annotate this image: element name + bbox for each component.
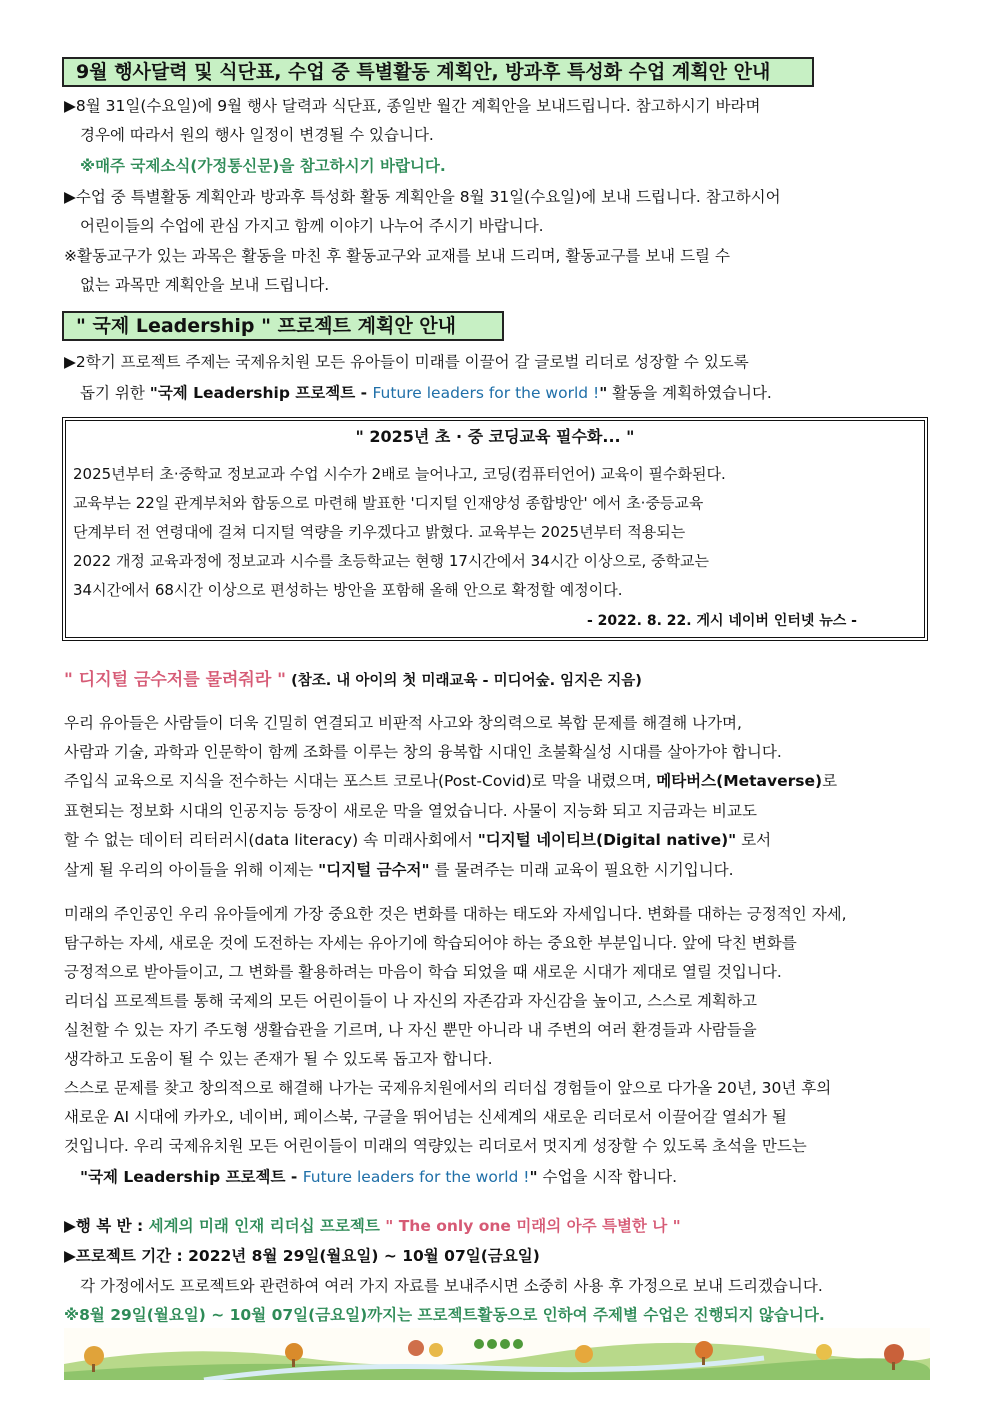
text-line: 우리 유아들은 사람들이 더욱 긴밀히 연결되고 비판적 사고와 창의력으로 복합 문제를 해결해 나가며, [64, 714, 742, 732]
text-line [80, 1163, 932, 1192]
news-line: 2025년부터 초·중학교 정보교과 수업 시수가 2배로 늘어나고, 코딩(컴퓨터언어) 교육이 필수화된다. [73, 465, 726, 483]
trunk [92, 1364, 95, 1372]
text-span: 메타버스(Metaverse) [656, 772, 823, 790]
news-line: 2022 개정 교육과정에 정보교과 시수를 초등학교는 현행 17시간에서 34시간 이상으로, 중학교는 [73, 552, 709, 570]
project-title: 세계의 미래 인재 리더십 프로젝트 [148, 1217, 380, 1235]
text-span: 수업을 시작 합니다. [537, 1168, 678, 1186]
project-period: ▶프로젝트 기간 : 2022년 8월 29일(월요일) ~ 10월 07일(금요일) [64, 1247, 540, 1265]
text-span: "디지털 네이티브(Digital native)" [477, 831, 737, 849]
text-line: 것입니다. 우리 국제유치원 모든 어린이들이 미래의 역량있는 리더로서 멋지게 성장할 수 있도록 초석을 만드는 [64, 1137, 807, 1155]
text-line: 긍정적으로 받아들이고, 그 변화를 활용하려는 마음이 학습 되었을 때 새로운 시대가 제대로 열릴 것입니다. [64, 963, 782, 981]
text-span: 할 수 없는 데이터 리터러시(data literacy) 속 미래사회에서 [64, 831, 478, 849]
essay-title: " 디지털 금수저를 물려줘라 " [64, 670, 287, 690]
text-span: 돕기 위한 [80, 384, 150, 402]
text-span: 로서 [736, 831, 772, 849]
text-line: 사람과 기술, 과학과 인문학이 함께 조화를 이루는 창의 융복합 시대인 초불확실성 시대를 살아가야 합니다. [64, 743, 782, 761]
text-line: ▶수업 중 특별활동 계획안과 방과후 특성화 활동 계획안을 8월 31일(수요일)에 보내 드립니다. 참고하시어 [64, 188, 781, 206]
text-line [64, 826, 932, 855]
text-line: 표현되는 정보화 시대의 인공지능 등장이 새로운 막을 열었습니다. 사물이 지능화 되고 지금과는 비교도 [64, 802, 757, 820]
essay-reference: (참조. 내 아이의 첫 미래교육 - 미디어숲. 임지은 지음) [286, 673, 642, 689]
text-line [80, 379, 932, 408]
text-line: 없는 과목만 계획안을 보내 드립니다. [80, 276, 330, 294]
news-line: 교육부는 22일 관계부처와 합동으로 마련해 발표한 '디지털 인재양성 종합방안' 에서 초·중등교육 [73, 494, 704, 512]
project-slogan: Future leaders for the world ! [372, 384, 600, 402]
news-line: 34시간에서 68시간 이상으로 편성하는 방안을 포함해 올해 안으로 확정할 예정이다. [73, 581, 623, 599]
project-slogan: Future leaders for the world ! [302, 1168, 530, 1186]
text-line: 스스로 문제를 찾고 창의적으로 해결해 나가는 국제유치원에서의 리더십 경험들이 앞으로 다가올 20년, 30년 후의 [64, 1079, 832, 1097]
tree-icon [487, 1339, 497, 1349]
text-line [64, 856, 932, 885]
essay-title-line [64, 666, 932, 696]
text-line: 리더십 프로젝트를 통해 국제의 모든 어린이들이 나 자신의 자존감과 자신감을 높이고, 스스로 계획하고 [64, 992, 757, 1010]
text-line: ▶2학기 프로젝트 주제는 국제유치원 모든 유아들이 미래를 이끌어 갈 글로벌 리더로 성장할 수 있도록 [64, 353, 749, 371]
news-source: - 2022. 8. 22. 게시 네이버 인터넷 뉴스 - [587, 613, 857, 629]
section-header-monthly-plans: 9월 행사달력 및 식단표, 수업 중 특별활동 계획안, 방과후 특성화 수업 계획안 안내 [62, 57, 814, 87]
notice-materials: ※활동교구가 있는 과목은 활동을 마친 후 활동교구와 교재를 보내 드리며, 활동교구를 보내 드릴 수 [64, 247, 730, 265]
tree-icon [816, 1344, 832, 1360]
text-line: 생각하고 도움이 될 수 있는 존재가 될 수 있도록 돕고자 합니다. [64, 1050, 493, 1068]
news-quote-box [62, 417, 928, 641]
tree-icon [884, 1344, 904, 1364]
tree-icon [285, 1343, 303, 1361]
text-span: 활동을 계획하였습니다. [607, 384, 772, 402]
trunk [292, 1359, 295, 1367]
text-span: " [599, 384, 608, 402]
text-line: 미래의 주인공인 우리 유아들에게 가장 중요한 것은 변화를 대하는 태도와 자세입니다. 변화를 대하는 긍정적인 자세, [64, 905, 847, 923]
text-line: 경우에 따라서 원의 행사 일정이 변경될 수 있습니다. [80, 126, 434, 144]
text-span: 로 [822, 772, 838, 790]
text-span: "디지털 금수저" [318, 861, 430, 879]
autumn-landscape-illustration [64, 1328, 930, 1380]
trunk [892, 1362, 895, 1370]
notice-no-theme-class: ※8월 29일(월요일) ~ 10월 07일(금요일)까지는 프로젝트활동으로 인하여 주제별 수업은 진행되지 않습니다. [64, 1306, 825, 1324]
tree-icon [474, 1339, 484, 1349]
text-line [64, 767, 932, 796]
class-label: ▶행 복 반 : [64, 1217, 149, 1235]
text-span: " [529, 1168, 538, 1186]
text-span: 주입식 교육으로 지식을 전수하는 시대는 포스트 코로나(Post-Covid)로 막을 내렸으며, [64, 772, 657, 790]
tree-icon [429, 1343, 443, 1357]
project-name: "국제 Leadership 프로젝트 - [80, 1168, 303, 1186]
text-line: 각 가정에서도 프로젝트와 관련하여 여러 가지 자료를 보내주시면 소중히 사용 후 가정으로 보내 드리겠습니다. [80, 1277, 823, 1295]
tree-icon [500, 1339, 510, 1349]
tree-icon [695, 1341, 713, 1359]
text-span: 를 물려주는 미래 교육이 필요한 시기입니다. [429, 861, 734, 879]
text-line: 어린이들의 수업에 관심 가지고 함께 이야기 나누어 주시기 바랍니다. [80, 217, 544, 235]
tree-icon [84, 1346, 104, 1366]
tree-icon [513, 1339, 523, 1349]
tree-icon [575, 1345, 593, 1363]
tree-icon [408, 1340, 424, 1356]
text-line: 새로운 AI 시대에 카카오, 네이버, 페이스북, 구글을 뛰어넘는 신세계의 새로운 리더로서 이끌어갈 열쇠가 될 [64, 1108, 787, 1126]
trunk [702, 1357, 705, 1365]
text-line: ▶8월 31일(수요일)에 9월 행사 달력과 식단표, 종일반 월간 계획안을 보내드립니다. 참고하시기 바라며 [64, 97, 761, 115]
news-line: 단계부터 전 연령대에 걸쳐 디지털 역량을 키우겠다고 밝혔다. 교육부는 2025년부터 적용되는 [73, 523, 686, 541]
text-span: 살게 될 우리의 아이들을 위해 이제는 [64, 861, 319, 879]
class-line [64, 1212, 932, 1241]
notice-weekly-news: ※매주 국제소식(가정통신문)을 참고하시기 바랍니다. [80, 157, 446, 175]
text-line: 실천할 수 있는 자기 주도형 생활습관을 기르며, 나 자신 뿐만 아니라 내 주변의 여러 환경들과 사람들을 [64, 1021, 757, 1039]
project-subtitle: " The only one 미래의 아주 특별한 나 " [379, 1217, 681, 1235]
project-name: "국제 Leadership 프로젝트 - [149, 384, 373, 402]
section-header-leadership-project: " 국제 Leadership " 프로젝트 계획안 안내 [62, 311, 504, 341]
text-line: 탐구하는 자세, 새로운 것에 도전하는 자세는 유아기에 학습되어야 하는 중요한 부분입니다. 앞에 닥친 변화를 [64, 934, 797, 952]
news-title: " 2025년 초 · 중 코딩교육 필수화... " [355, 427, 635, 446]
